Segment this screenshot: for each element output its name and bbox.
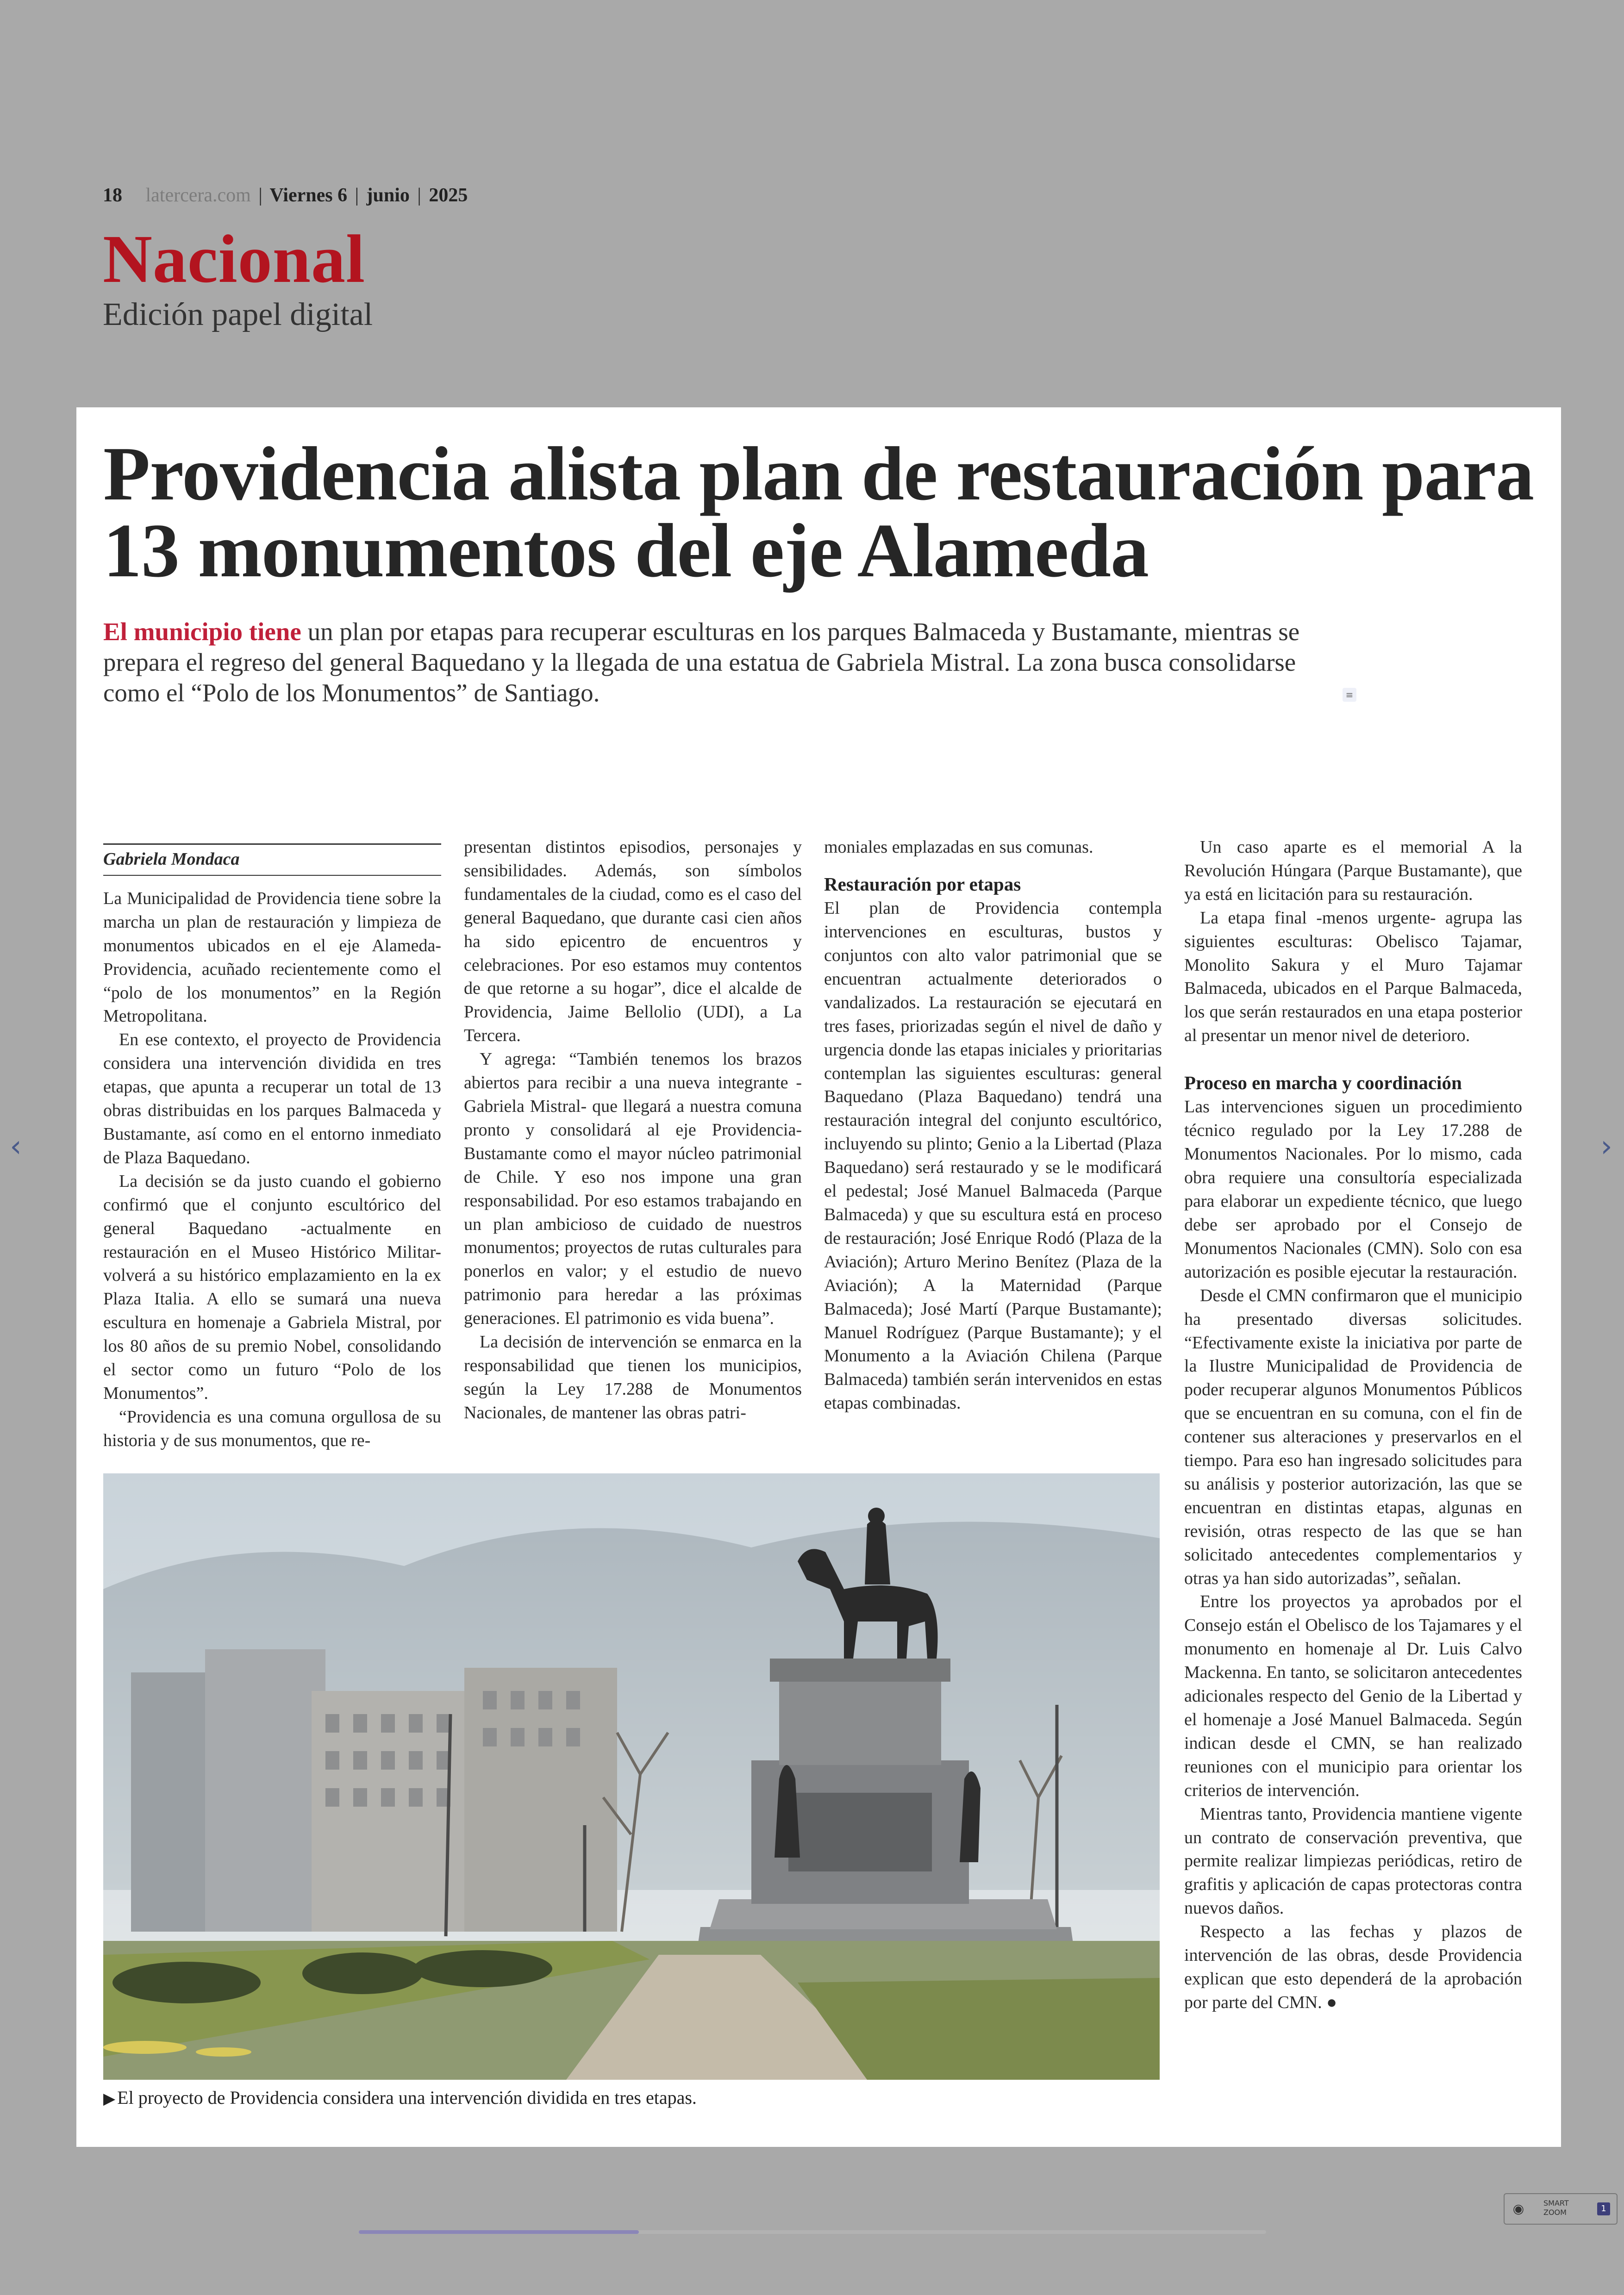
column-2 — [464, 836, 802, 1422]
paragraph: Entre los proyectos ya aprobados por el Consejo están el Obelisco de los Tajamares y el monumento en homenaje al Dr. Luis Calvo Mackenna. En tanto, se solicitaron antecedentes adicionales respecto del Genio de la Libertad y el homenaje a José Manuel Balmaceda. Según indican desde el CMN, se han realizado reuniones con el municipio para orientar los criterios de intervención. — [1184, 1592, 1522, 1800]
subheading: Restauración por etapas — [824, 873, 1021, 895]
separator: | — [417, 185, 421, 206]
page-number: 18 — [103, 185, 122, 206]
baquedano-monument-image — [103, 1473, 1160, 2080]
separator: | — [258, 185, 262, 206]
column-1 — [103, 843, 441, 1450]
eye-icon: ◉ — [1512, 2201, 1524, 2216]
paragraph: “Providencia es una comuna orgullosa de su historia y de sus monumentos, que re- — [103, 1407, 441, 1450]
paragraph: Las intervenciones siguen un procedimiento técnico regulado por la Ley 17.288 de Monumentos Nacionales. Por lo mismo, cada obra requiere una consultoría especializada para elaborar un expediente técnico, que luego debe ser aprobado por el Consejo de Monumentos Nacionales (CMN). Solo con esa autorización es posible ejecutar la restauración. — [1184, 1097, 1522, 1282]
paragraph: La decisión se da justo cuando el gobierno confirmó que el conjunto escultórico del general Baquedano -actualmente en restauración en el Museo Histórico Militar- volverá a su histórico emplazamiento en la ex Plaza Italia. A ello se sumará una nueva escultura en homenaje a Gabriela Mistral, por los 80 años de su premio Nobel, consolidando el sector como un futuro “Polo de los Monumentos”. — [103, 1171, 441, 1403]
site-name: latercera.com — [145, 185, 251, 206]
paragraph: Mientras tanto, Providencia mantiene vigente un contrato de conservación preventiva, que permite realizar limpiezas periódicas, retiro de grafitis y aplicación de capas protectoras contra nuevos daños. — [1184, 1804, 1522, 1918]
year: 2025 — [429, 185, 468, 206]
paragraph: Respecto a las fechas y plazos de intervención de las obras, desde Providencia explican que esto dependerá de la aprobación por parte del CMN. ● — [1184, 1922, 1522, 2012]
caption-marker-icon: ▶ — [103, 2090, 116, 2108]
zoom-badge: 1 — [1597, 2202, 1610, 2215]
edition-subtitle: Edición papel digital — [103, 297, 373, 332]
byline-rule — [103, 843, 441, 845]
paragraph: En ese contexto, el proyecto de Providencia considera una intervención dividida en tres etapas, que apunta a recuperar un total de 13 obras distribuidas en los parques Balmaceda y Bustamante, así como en el entorno inmediato de Plaza Baquedano. — [103, 1030, 441, 1167]
byline: Gabriela Mondaca — [103, 847, 441, 876]
weekday: Viernes 6 — [269, 185, 348, 206]
paragraph: La Municipalidad de Providencia tiene sobre la marcha un plan de restauración y limpieza de monumentos ubicados en el eje Alameda-Providencia, acuñado recientemente como el “polo de los monumentos” en la Región Metropolitana. — [103, 888, 441, 1026]
smart-zoom-button[interactable] — [1504, 2193, 1618, 2225]
next-page-icon[interactable]: › — [1600, 1129, 1612, 1164]
smart-zoom-label — [1543, 2199, 1569, 2217]
month: junio — [366, 185, 410, 206]
paragraph: La etapa final -menos urgente- agrupa las siguientes esculturas: Obelisco Tajamar, Monolito Sakura y el Muro Tajamar Balmaceda, ubicados en el Parque Balmaceda, los que serán restaurados en una etapa posterior al presentar un menor nivel de deterioro. — [1184, 908, 1522, 1046]
zoom-label-line: SMART — [1543, 2199, 1569, 2208]
column-3 — [824, 836, 1162, 1414]
paragraph: moniales emplazadas en sus comunas. — [824, 837, 1093, 857]
photo-caption — [103, 2087, 1168, 2108]
subheading: Proceso en marcha y coordinación — [1184, 1072, 1462, 1094]
article-photo — [103, 1473, 1160, 2080]
page-scrollbar-thumb[interactable] — [359, 2230, 639, 2234]
paragraph: presentan distintos episodios, personajes y sensibilidades. Además, son símbolos fundamentales de la ciudad, como es el caso del general Baquedano, que durante casi cien años ha sido epicentro de encuentros y celebraciones. Por eso estamos muy contentos de que retorne a su hogar”, dice el alcalde de Providencia, Jaime Bellolio (UDI), a La Tercera. — [464, 837, 802, 1046]
zoom-label-line: ZOOM — [1543, 2208, 1567, 2217]
separator: | — [355, 185, 359, 206]
paragraph: Un caso aparte es el memorial A la Revolución Húngara (Parque Bustamante), que ya está en licitación para su restauración. — [1184, 837, 1522, 904]
paragraph: El plan de Providencia contempla intervenciones en esculturas, bustos y conjuntos con alto valor patrimonial que se encuentran actualmente deteriorados o vandalizados. La restauración se ejecutará en tres fases, priorizadas según el nivel de daño y urgencia donde las etapas iniciales y prioritarias contemplan las siguientes esculturas: general Baquedano (Plaza Baquedano) tendrá una restauración integral del conjunto escultórico, incluyendo su plinto; Genio a la Libertad (Plaza Baquedano) será restaurado y se le modificará el pedestal; José Manuel Balmaceda (Parque Balmaceda) y que su escultura está en proceso de restauración; José Enrique Rodó (Plaza de la Aviación); Arturo Merino Benítez (Plaza de la Aviación); A la Maternidad (Parque Balmaceda); José Martí (Parque Bustamante); Manuel Rodríguez (Parque Bustamante); y el Monumento a la Aviación Chilena (Parque Balmaceda) también serán intervenidos en estas etapas combinadas. — [824, 898, 1162, 1413]
deck-text: un plan por etapas para recuperar esculturas en los parques Balmaceda y Bustamante, mientras se prepara el regreso del general Baquedano y la llegada de una estatua de Gabriela Mistral. La zona busca consolidarse como el “Polo de los Monumentos” de Santiago. — [103, 617, 1300, 707]
caption-text: El proyecto de Providencia considera una intervención dividida en tres etapas. — [117, 2087, 697, 2108]
previous-page-icon[interactable]: ‹ — [10, 1129, 22, 1164]
section-title: Nacional — [103, 221, 366, 297]
headline: Providencia alista plan de restauración para 13 monumentos del eje Alameda — [103, 431, 1534, 593]
article-sheet — [76, 407, 1561, 2147]
note-icon[interactable]: ≡ — [1343, 688, 1356, 702]
paragraph: Y agrega: “También tenemos los brazos abiertos para recibir a una nueva integrante -Gabriela Mistral- que llegará a nuestra comuna pronto y consolidará al eje Providencia-Bustamante como el mayor núcleo patrimonial de Chile. Y eso nos impone una gran responsabilidad. Por eso estamos trabajando en un plan ambicioso de cuidado de nuestros monumentos; proyectos de rutas culturales para ponerlos en valor; y el estudio de nuevo patrimonio para heredar a las próximas generaciones. El patrimonio es vida buena”. — [464, 1049, 802, 1328]
column-4 — [1184, 836, 1522, 2067]
paragraph: La decisión de intervención se enmarca en la responsabilidad que tienen los municipios, según la Ley 17.288 de Monumentos Nacionales, de mantener las obras patri- — [464, 1332, 802, 1422]
dateline — [103, 184, 751, 206]
deck-lead: El municipio tiene — [103, 617, 301, 646]
deck — [103, 617, 1307, 708]
masthead — [103, 184, 751, 333]
paragraph: Desde el CMN confirmaron que el municipio ha presentado diversas solicitudes. “Efectivamente existe la iniciativa por parte de la Ilustre Municipalidad de Providencia de poder recuperar algunos Monumentos Públicos que se encuentran en su comuna, con el fin de contener sus alteraciones y preservarlos en el tiempo. Para eso han ingresado solicitudes para su análisis y posterior autorización, las que se encuentran en distintas etapas, algunas en revisión, otras respecto de las que se han solicitado antecedentes complementarios y otras ya han sido autorizadas”, señalan. — [1184, 1285, 1522, 1588]
